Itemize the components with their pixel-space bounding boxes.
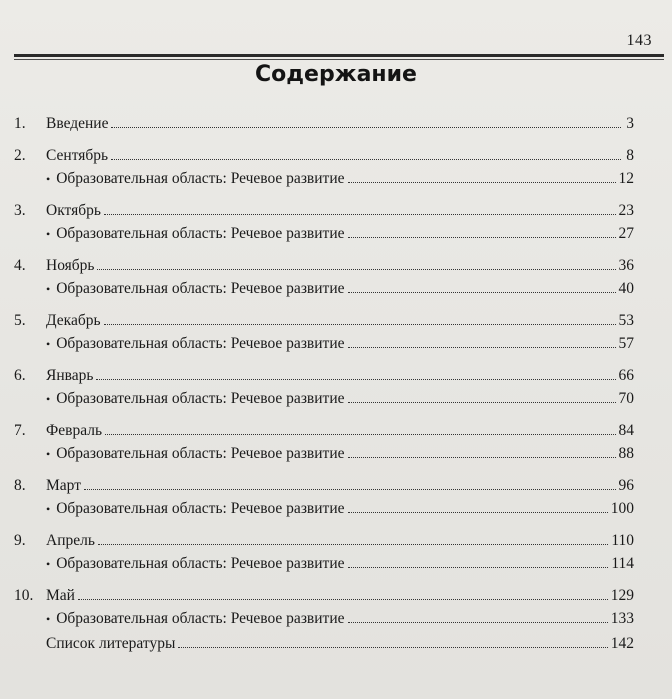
toc-entry-number: 10. <box>14 587 34 604</box>
toc-entry-number: 3. <box>14 202 26 219</box>
header-rule-thick <box>14 54 664 57</box>
dot-leader <box>105 433 615 435</box>
toc-entry-label: Декабрь <box>46 312 101 329</box>
toc-entry-label: Образовательная область: Речевое развитие <box>56 610 345 627</box>
dot-leader <box>178 646 607 648</box>
toc-entry-label: Январь <box>46 367 94 384</box>
bullet-icon: • <box>46 447 51 461</box>
toc-entry <box>14 199 634 222</box>
dot-leader <box>104 323 616 325</box>
toc-page-number: 88 <box>618 445 634 462</box>
dot-leader <box>348 511 608 513</box>
toc-entry-number: 5. <box>14 312 26 329</box>
toc-entry-label: Введение <box>46 115 109 132</box>
dot-leader <box>97 268 615 270</box>
toc-entry <box>14 364 634 387</box>
toc-entry-label: Образовательная область: Речевое развитие <box>56 390 345 407</box>
dot-leader <box>348 346 616 348</box>
toc-page-number: 129 <box>610 587 634 604</box>
toc-entry-number: 6. <box>14 367 26 384</box>
toc-page-number: 96 <box>618 477 634 494</box>
dot-leader <box>96 378 615 380</box>
toc-page-number: 8 <box>626 147 634 164</box>
toc-page-number: 133 <box>610 610 634 627</box>
toc-entry <box>14 254 634 277</box>
toc-entry-label: Образовательная область: Речевое развитие <box>56 445 345 462</box>
toc-page-number: 57 <box>618 335 634 352</box>
toc-entry-label: Образовательная область: Речевое развитие <box>56 500 345 517</box>
page-title: Содержание <box>255 62 417 87</box>
toc-entry <box>14 144 634 167</box>
bullet-icon: • <box>46 227 51 241</box>
table-of-contents <box>14 112 634 655</box>
toc-page-number: 100 <box>610 500 634 517</box>
toc-entry-label: Образовательная область: Речевое развитие <box>56 280 345 297</box>
toc-entry-number: 2. <box>14 147 26 164</box>
toc-entry-number: 4. <box>14 257 26 274</box>
dot-leader <box>111 158 621 160</box>
dot-leader <box>348 566 609 568</box>
toc-subentry <box>14 497 634 520</box>
toc-entry-label: Октябрь <box>46 202 101 219</box>
toc-entry <box>14 632 634 655</box>
toc-entry-label: Ноябрь <box>46 257 95 274</box>
toc-subentry <box>14 442 634 465</box>
toc-entry <box>14 309 634 332</box>
toc-entry-number: 7. <box>14 422 26 439</box>
bullet-icon: • <box>46 172 51 186</box>
dot-leader <box>111 126 621 128</box>
toc-entry-label: Сентябрь <box>46 147 109 164</box>
toc-entry-label: Образовательная область: Речевое развитие <box>56 170 345 187</box>
toc-entry-label: Образовательная область: Речевое развитие <box>56 335 345 352</box>
toc-entry <box>14 112 634 135</box>
toc-entry <box>14 529 634 552</box>
toc-page-number: 110 <box>611 532 634 549</box>
toc-page-number: 12 <box>618 170 634 187</box>
toc-entry <box>14 419 634 442</box>
toc-page-number: 66 <box>618 367 634 384</box>
toc-subentry <box>14 222 634 245</box>
toc-entry <box>14 584 634 607</box>
toc-page-number: 40 <box>618 280 634 297</box>
dot-leader <box>348 401 616 403</box>
bullet-icon: • <box>46 337 51 351</box>
toc-page-number: 3 <box>626 115 634 132</box>
header-rule-thin <box>14 59 664 60</box>
toc-subentry <box>14 332 634 355</box>
toc-subentry <box>14 552 634 575</box>
dot-leader <box>84 488 616 490</box>
toc-entry-label: Образовательная область: Речевое развитие <box>56 225 345 242</box>
bullet-icon: • <box>46 392 51 406</box>
toc-subentry <box>14 167 634 190</box>
dot-leader <box>348 291 616 293</box>
toc-entry-number: 1. <box>14 115 26 132</box>
toc-entry-label: Февраль <box>46 422 103 439</box>
dot-leader <box>348 236 616 238</box>
bullet-icon: • <box>46 557 51 571</box>
page-number: 143 <box>626 32 652 49</box>
toc-entry-label: Апрель <box>46 532 95 549</box>
toc-page-number: 70 <box>618 390 634 407</box>
dot-leader <box>78 598 608 600</box>
toc-entry-label: Май <box>46 587 75 604</box>
toc-page-number: 27 <box>618 225 634 242</box>
toc-entry-number: 9. <box>14 532 26 549</box>
toc-entry-label: Список литературы <box>46 635 176 652</box>
dot-leader <box>348 181 616 183</box>
dot-leader <box>98 543 608 545</box>
toc-page-number: 23 <box>618 202 634 219</box>
bullet-icon: • <box>46 502 51 516</box>
toc-subentry <box>14 277 634 300</box>
toc-entry <box>14 474 634 497</box>
toc-page-number: 36 <box>618 257 634 274</box>
bullet-icon: • <box>46 612 51 626</box>
dot-leader <box>348 456 616 458</box>
toc-page-number: 84 <box>618 422 634 439</box>
bullet-icon: • <box>46 282 51 296</box>
toc-entry-label: Март <box>46 477 81 494</box>
dot-leader <box>104 213 616 215</box>
toc-subentry <box>14 387 634 410</box>
toc-page-number: 53 <box>618 312 634 329</box>
toc-subentry <box>14 607 634 630</box>
toc-entry-label: Образовательная область: Речевое развитие <box>56 555 345 572</box>
toc-page-number: 142 <box>610 635 634 652</box>
dot-leader <box>348 621 608 623</box>
toc-entry-number: 8. <box>14 477 26 494</box>
toc-page-number: 114 <box>611 555 634 572</box>
